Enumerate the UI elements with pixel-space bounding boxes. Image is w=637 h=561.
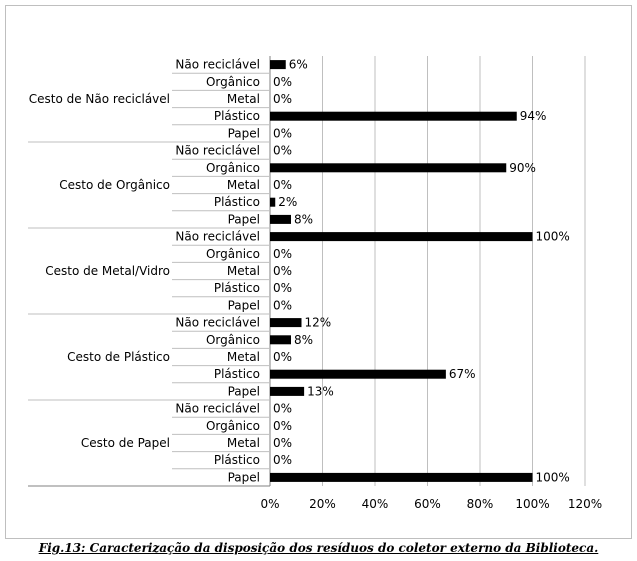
bar: [270, 473, 533, 482]
data-label: 67%: [448, 367, 476, 382]
x-tick-label: 40%: [361, 497, 389, 511]
category-label: Plástico: [213, 281, 260, 296]
category-label: Metal: [226, 350, 260, 364]
category-label: Não reciclável: [175, 401, 260, 416]
category-label: Papel: [227, 298, 260, 313]
bar: [270, 112, 517, 121]
bar: [270, 335, 291, 344]
data-label: 90%: [509, 160, 536, 175]
data-label: 100%: [535, 229, 570, 244]
category-label: Orgânico: [205, 332, 260, 347]
data-label: 6%: [288, 57, 308, 72]
bar: [270, 163, 506, 172]
category-label: Plástico: [213, 453, 260, 468]
category-label: Metal: [226, 92, 260, 106]
data-label: 8%: [294, 212, 314, 227]
x-tick-label: 100%: [515, 497, 550, 511]
data-label: 0%: [273, 92, 293, 106]
data-label: 0%: [273, 143, 293, 158]
data-label: 0%: [273, 453, 293, 468]
category-label: Metal: [226, 436, 260, 450]
data-label: 0%: [273, 418, 293, 433]
bar: [270, 60, 286, 69]
group-label: Cesto de Metal/Vidro: [45, 264, 170, 278]
data-label: 0%: [273, 298, 293, 313]
bar: [270, 370, 446, 379]
bar: [270, 215, 291, 224]
group-label: Cesto de Papel: [80, 436, 170, 450]
group-label: Cesto de Orgânico: [59, 178, 170, 192]
x-tick-label: 120%: [567, 497, 603, 511]
data-label: 13%: [307, 384, 334, 399]
bar: [270, 198, 275, 207]
data-label: 0%: [273, 350, 293, 364]
category-label: Orgânico: [205, 74, 260, 89]
data-label: 2%: [278, 195, 298, 210]
data-label: 0%: [273, 126, 293, 141]
category-label: Plástico: [213, 195, 260, 210]
category-label: Orgânico: [205, 418, 260, 433]
category-label: Metal: [226, 178, 260, 192]
category-label: Não reciclável: [175, 315, 260, 330]
data-label: 8%: [294, 332, 314, 347]
category-label: Papel: [227, 212, 260, 227]
data-label: 12%: [304, 315, 332, 330]
data-label: 0%: [273, 246, 293, 261]
data-label: 0%: [273, 281, 293, 296]
x-tick-label: 20%: [309, 497, 336, 511]
group-label: Cesto de Plástico: [67, 350, 170, 364]
group-label: Cesto de Não reciclável: [28, 92, 170, 106]
category-label: Orgânico: [205, 246, 260, 261]
data-label: 0%: [273, 436, 293, 450]
x-tick-label: 0%: [260, 497, 280, 511]
data-label: 0%: [273, 74, 293, 89]
category-label: Orgânico: [205, 160, 260, 175]
category-label: Não reciclável: [175, 143, 260, 158]
category-label: Papel: [227, 126, 260, 141]
data-label: 100%: [535, 470, 570, 485]
bar: [270, 232, 533, 241]
category-label: Não reciclável: [175, 229, 260, 244]
category-label: Papel: [227, 470, 260, 485]
bar: [270, 387, 304, 396]
x-tick-label: 60%: [414, 497, 441, 511]
category-label: Não reciclável: [175, 57, 260, 72]
category-label: Metal: [226, 264, 260, 278]
category-label: Plástico: [213, 109, 260, 124]
figure-caption: Fig.13: Caracterização da disposição dos resíduos do coletor externo da Biblioteca.: [38, 541, 599, 555]
data-label: 0%: [273, 178, 293, 192]
bar: [270, 318, 302, 327]
data-label: 94%: [519, 109, 547, 124]
data-label: 0%: [273, 264, 293, 278]
category-label: Papel: [227, 384, 260, 399]
data-label: 0%: [273, 401, 293, 416]
category-label: Plástico: [213, 367, 260, 382]
x-tick-label: 80%: [466, 497, 494, 511]
